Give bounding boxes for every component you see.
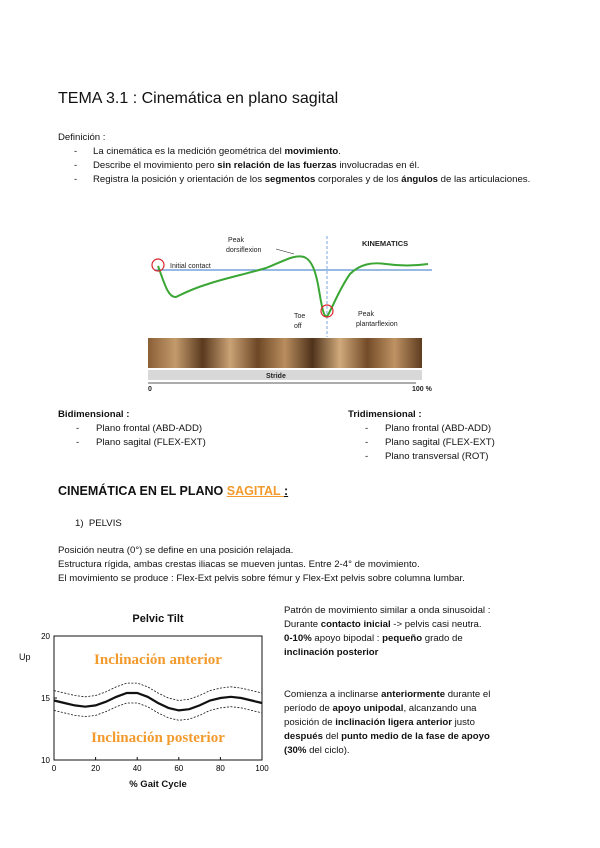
y-ticks bbox=[41, 632, 57, 765]
tridimensional-item: - Plano sagital (FLEX-EXT) bbox=[365, 436, 495, 450]
bidimensional-item: - Plano sagital (FLEX-EXT) bbox=[76, 436, 206, 450]
figure-heading: KINEMATICS bbox=[362, 239, 409, 248]
y-tick-label: 10 bbox=[41, 756, 50, 765]
label-initial-contact: Initial contact bbox=[170, 263, 211, 270]
stride-start: 0 bbox=[148, 386, 152, 393]
annotation-posterior: Inclinación posterior bbox=[91, 730, 225, 746]
bidimensional-label: Bidimensional : bbox=[58, 409, 130, 420]
y-tick-label: 15 bbox=[41, 694, 50, 703]
bidimensional-block bbox=[58, 408, 206, 450]
section-heading: CINEMÁTICA EN EL PLANO SAGITAL : bbox=[58, 484, 289, 498]
tridimensional-list bbox=[365, 422, 495, 464]
label-toe-2: off bbox=[294, 323, 302, 330]
chart-ylabel: Up bbox=[19, 652, 31, 662]
x-tick-label: 40 bbox=[132, 764, 142, 773]
definition-item: - La cinemática es la medición geométrica del movimiento. bbox=[72, 145, 542, 159]
y-tick-label: 20 bbox=[41, 632, 50, 641]
pelvic-tilt-chart bbox=[14, 606, 276, 796]
list-item-pelvis: 1) PELVIS bbox=[75, 518, 122, 529]
x-tick-label: 60 bbox=[174, 764, 184, 773]
stride-end: 100 % bbox=[412, 386, 432, 393]
bidimensional-list bbox=[76, 422, 206, 450]
tridimensional-item: - Plano transversal (ROT) bbox=[365, 450, 495, 464]
tridimensional-label: Tridimensional : bbox=[348, 409, 422, 420]
pelvis-paragraph: Posición neutra (0°) se define en una posición relajada. Estructura rígida, ambas crestas iliacas se mueven juntas. Entre 2-4° de movimiento. El movimiento se produce : Flex-Ext pelvis sobre fémur y Flex-Ext pelvis sobre columna lumbar. bbox=[58, 545, 465, 584]
pelvis-description: Patrón de movimiento similar a onda sinusoidal : Durante contacto inicial -> pelvis casi neutra. 0-10% apoyo bipodal : pequeño grado de inclinación posterior Comienza a inclinarse anteriormente durante el período de apoyo unipodal, alcanzando una posición de inclinación ligera anterior justo después del punto medio de la fase de apoyo (30% del ciclo). bbox=[284, 605, 491, 756]
series-line-1 bbox=[54, 693, 262, 710]
page-title: TEMA 3.1 : Cinemática en plano sagital bbox=[58, 90, 339, 107]
definition-list bbox=[72, 145, 542, 187]
x-tick-label: 80 bbox=[215, 764, 225, 773]
label-peak-dorsi-1: Peak bbox=[228, 237, 244, 244]
label-peak-plantar-2: plantarflexion bbox=[356, 321, 398, 328]
label-peak-plantar-1: Peak bbox=[358, 311, 374, 318]
tridimensional-block bbox=[348, 408, 495, 464]
label-toe-1: Toe bbox=[294, 313, 306, 320]
chart-series bbox=[54, 683, 262, 720]
x-ticks bbox=[52, 757, 269, 773]
definition-item: - Describe el movimiento pero sin relación de las fuerzas involucradas en él. bbox=[72, 159, 542, 173]
definition-label: Definición : bbox=[58, 132, 106, 143]
bidimensional-item: - Plano frontal (ABD-ADD) bbox=[76, 422, 206, 436]
tridimensional-item: - Plano frontal (ABD-ADD) bbox=[365, 422, 495, 436]
annotation-anterior: Inclinación anterior bbox=[94, 652, 222, 668]
x-tick-label: 20 bbox=[91, 764, 101, 773]
kinematics-figure bbox=[146, 232, 436, 394]
x-tick-label: 100 bbox=[255, 764, 269, 773]
stride-label: Stride bbox=[266, 373, 286, 380]
x-tick-label: 0 bbox=[51, 764, 57, 773]
definition-item: - Registra la posición y orientación de los segmentos corporales y de los ángulos de las articulaciones. bbox=[72, 173, 542, 187]
gait-image-strip bbox=[148, 338, 422, 368]
label-peak-dorsi-2: dorsiflexion bbox=[226, 247, 262, 254]
chart-xlabel: % Gait Cycle bbox=[129, 779, 187, 790]
chart-title: Pelvic Tilt bbox=[132, 613, 184, 625]
